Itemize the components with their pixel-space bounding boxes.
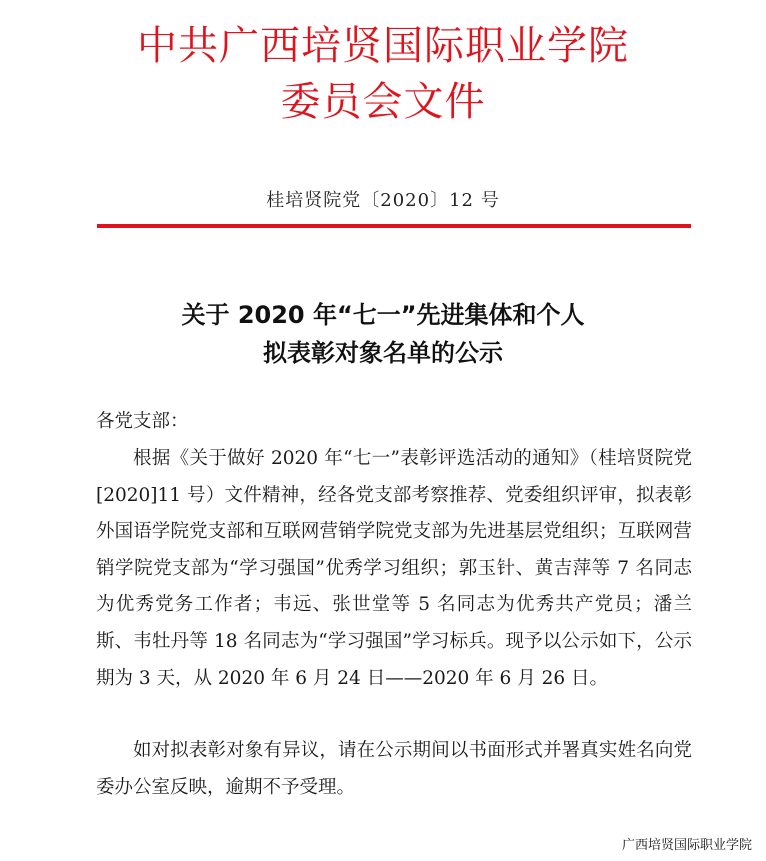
subject-title-line1: 关于 2020 年“七一”先进集体和个人	[181, 301, 585, 329]
document-number: 桂培贤院党〔2020〕12 号	[266, 190, 500, 211]
body-paragraph: 如对拟表彰对象有异议，请在公示期间以书面形式并署真实姓名向党委办公室反映，逾期不予受理。	[96, 740, 692, 798]
subject-title-line2: 拟表彰对象名单的公示	[263, 339, 503, 367]
footer-watermark: 广西培贤国际职业学院	[621, 838, 752, 853]
issuing-organization-title: 中共广西培贤国际职业学院	[137, 23, 629, 69]
salutation: 各党支部：	[96, 411, 189, 432]
red-divider-line	[97, 224, 691, 228]
document-type-title: 委员会文件	[280, 79, 486, 125]
body-paragraph: 根据《关于做好 2020 年“七一”表彰评选活动的通知》（桂培贤院党[2020]11 号）文件精神，经各党支部考察推荐、党委组织评审，拟表彰外国语学院党支部和互联网营销学院党支部为先进基层党组织；互联网营销学院党支部为“学习强国”优秀学习组织；郭玉针、黄吉萍等 7 名同志为优秀党务工作者；韦远、张世堂等 5 名同志为优秀共产党员；潘兰斯、韦牡丹等 18 名同志为“学习强国”学习标兵。现予以公示如下，公示期为 3 天，从 2020 年 6 月 24 日——2020 年 6 月 26 日。	[96, 448, 692, 689]
